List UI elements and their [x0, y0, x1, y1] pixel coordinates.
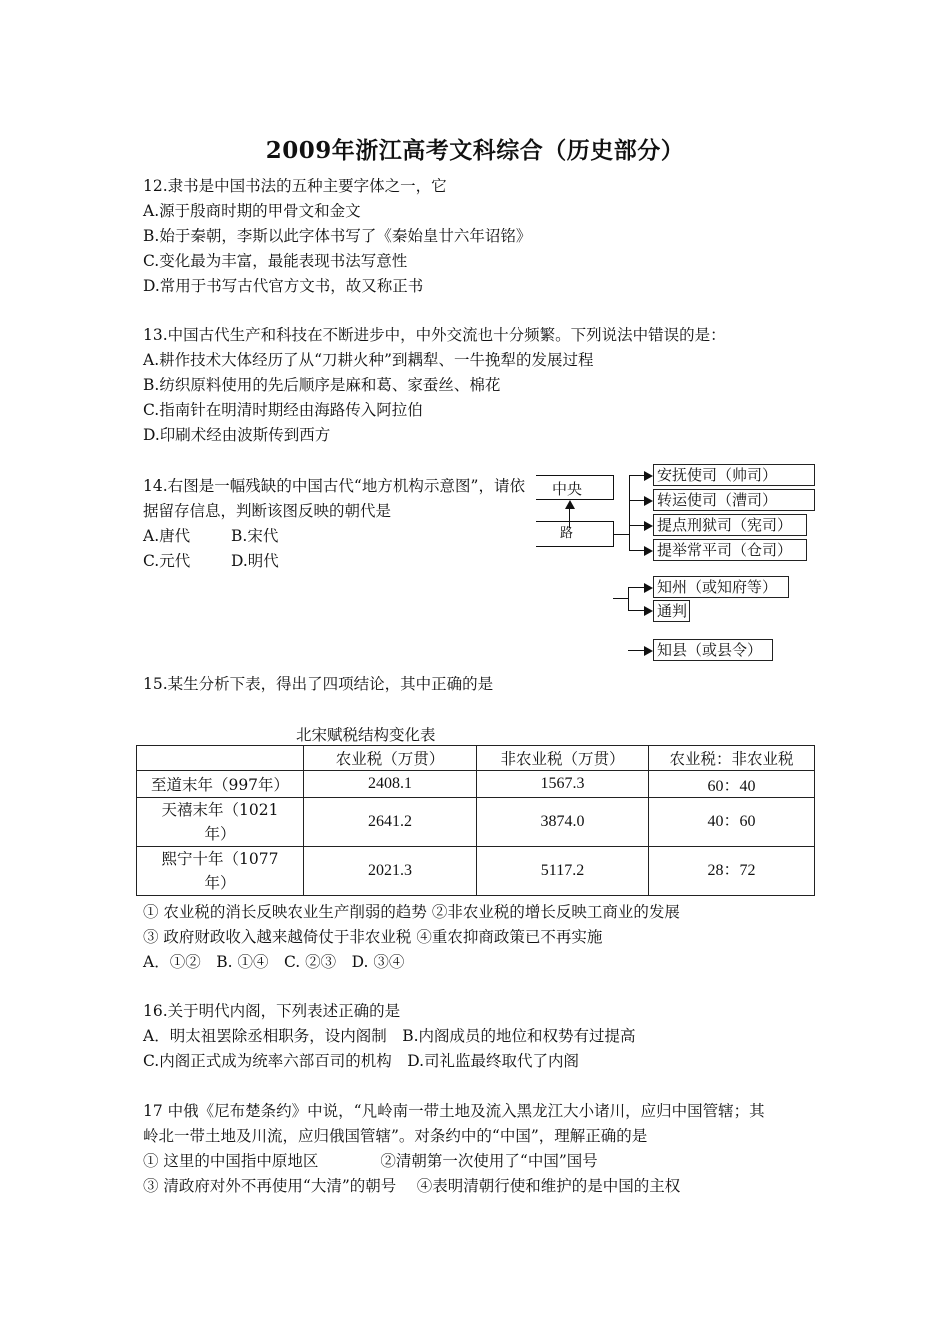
q14-stem: 14.右图是一幅残缺的中国古代“地方机构示意图”，请依据留存信息，判断该图反映的朝代是	[143, 477, 525, 520]
q13-option-a: A.耕作技术大体经历了从“刀耕火种”到耦犁、一牛挽犁的发展过程	[143, 351, 594, 369]
q12-option-b: B.始于秦朝，李斯以此字体书写了《秦始皇廿六年诏铭》	[143, 227, 532, 245]
q17-statements-1: ① 这里的中国指中原地区 ②清朝第一次使用了“中国”国号	[143, 1152, 598, 1170]
table-caption: 北宋赋税结构变化表	[296, 726, 436, 744]
q15-conclusions-2: ③ 政府财政收入越来越倚仗于非农业税 ④重农抑商政策已不再实施	[143, 928, 603, 946]
si-vertical-connector	[629, 475, 630, 551]
local-institution-diagram	[530, 458, 820, 668]
table-row	[137, 771, 815, 798]
zhixian-box: 知县（或县令）	[653, 639, 773, 661]
arrow-right-icon	[644, 521, 653, 531]
arrow-right-icon	[644, 546, 653, 556]
non-agri-tax-cell: 1567.3	[477, 771, 649, 798]
q16-options-1: A．明太祖罢除丞相职务，设内阁制 B.内阁成员的地位和权势有过提高	[143, 1027, 636, 1045]
table-header-row	[137, 746, 815, 771]
lu-label: 路	[560, 526, 574, 541]
q15-stem: 15.某生分析下表，得出了四项结论，其中正确的是	[143, 675, 494, 693]
si-branch-3	[629, 525, 645, 526]
zhou-connector	[613, 598, 629, 599]
si-branch-4	[629, 550, 645, 551]
arrow-up-icon	[565, 500, 575, 509]
lu-box-bottom	[536, 546, 614, 547]
period-cell: 熙宁十年（1077年）	[137, 847, 304, 896]
center-box-bottom	[536, 499, 614, 500]
q17-statements-2: ③ 清政府对外不再使用“大清”的朝号 ④表明清朝行使和维护的是中国的主权	[143, 1177, 681, 1195]
arrow-right-icon	[644, 496, 653, 506]
q16-options-2: C.内阁正式成为统率六部百司的机构 D.司礼监最终取代了内阁	[143, 1052, 580, 1070]
q17-stem-1: 17 中俄《尼布楚条约》中说，“凡岭南一带土地及流入黑龙江大小诸川，应归中国管辖；其	[143, 1102, 765, 1120]
table-row	[137, 847, 815, 896]
q15-conclusions-1: ① 农业税的消长反映农业生产削弱的趋势 ②非农业税的增长反映工商业的发展	[143, 903, 680, 921]
non-agri-tax-cell: 3874.0	[477, 798, 649, 847]
si-box-tiju: 提举常平司（仓司）	[653, 539, 807, 561]
period-cell: 天禧末年（1021年）	[137, 798, 304, 847]
q13-option-b: B.纺织原料使用的先后顺序是麻和葛、家蚕丝、棉花	[143, 376, 501, 394]
q12-option-c: C.变化最为丰富，最能表现书法写意性	[143, 252, 408, 270]
zhizhou-box: 知州（或知府等）	[653, 576, 789, 598]
si-box-tidian: 提点刑狱司（宪司）	[653, 514, 807, 536]
q12-option-a: A.源于殷商时期的甲骨文和金文	[143, 202, 361, 220]
q14-option-d: D.明代	[231, 552, 279, 570]
ratio-cell: 40：60	[649, 798, 815, 847]
arrow-right-icon	[644, 583, 653, 593]
agri-tax-cell: 2641.2	[304, 798, 477, 847]
center-label: 中央	[552, 480, 583, 498]
table-header-cell: 非农业税（万贯）	[477, 746, 649, 771]
si-box-anfu: 安抚使司（帅司）	[653, 464, 815, 486]
arrow-right-icon	[644, 646, 653, 656]
q15-options: A．①② B. ①④ C. ②③ D. ③④	[143, 953, 405, 971]
lu-connector	[614, 534, 630, 535]
ratio-cell: 28：72	[649, 847, 815, 896]
q13-option-d: D.印刷术经由波斯传到西方	[143, 426, 331, 444]
arrow-right-icon	[644, 471, 653, 481]
center-box-top	[536, 475, 614, 476]
tax-structure-table	[136, 745, 815, 896]
q13-option-c: C.指南针在明清时期经由海路传入阿拉伯	[143, 401, 423, 419]
period-cell: 至道末年（997年）	[137, 771, 304, 798]
q12-stem: 12.隶书是中国书法的五种主要字体之一，它	[143, 177, 447, 195]
center-box-right	[613, 475, 614, 500]
q14-options-row1	[143, 524, 278, 546]
table-header-cell: 农业税（万贯）	[304, 746, 477, 771]
q14-option-c: C.元代	[143, 552, 191, 570]
non-agri-tax-cell: 5117.2	[477, 847, 649, 896]
q17-stem-2: 岭北一带土地及川流，应归俄国管辖”。对条约中的“中国”，理解正确的是	[143, 1127, 648, 1145]
tongpan-box: 通判	[653, 600, 690, 622]
si-branch-2	[629, 500, 645, 501]
table-header-cell	[137, 746, 304, 771]
page-title: 2009年浙江高考文科综合（历史部分）	[265, 137, 685, 164]
agri-tax-cell: 2408.1	[304, 771, 477, 798]
q16-stem: 16.关于明代内阁，下列表述正确的是	[143, 1002, 401, 1020]
table-row	[137, 798, 815, 847]
q14-option-b: B.宋代	[231, 527, 279, 545]
lu-box-top	[536, 521, 614, 522]
si-branch-1	[629, 475, 645, 476]
ratio-cell: 60：40	[649, 771, 815, 798]
agri-tax-cell: 2021.3	[304, 847, 477, 896]
table-header-cell: 农业税：非农业税	[649, 746, 815, 771]
q13-stem: 13.中国古代生产和科技在不断进步中，中外交流也十分频繁。下列说法中错误的是：	[143, 326, 726, 344]
zhou-vertical-connector	[628, 587, 629, 611]
arrow-right-icon	[644, 606, 653, 616]
q12-option-d: D.常用于书写古代官方文书，故又称正书	[143, 277, 424, 295]
q14-options-row2	[143, 549, 279, 571]
si-box-zhuanyun: 转运使司（漕司）	[653, 489, 815, 511]
q14-option-a: A.唐代	[143, 527, 191, 545]
